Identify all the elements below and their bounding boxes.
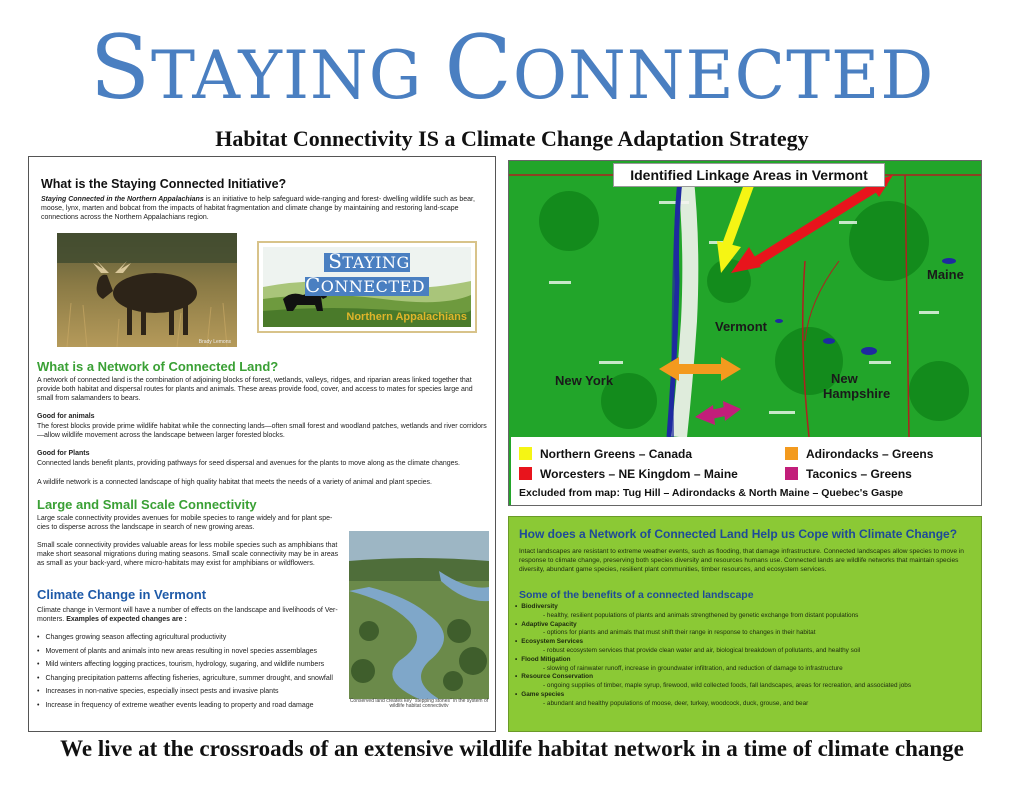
map-label-new-york: New York xyxy=(555,373,614,388)
title-initial-c: C xyxy=(444,16,513,119)
river-aerial-image xyxy=(349,531,489,699)
climate-intro-text: Climate change in Vermont will have a number of effects on the landscape and livelihoods of Ver-monters. xyxy=(37,607,338,623)
moose-image xyxy=(57,233,237,347)
climate-intro xyxy=(37,606,341,624)
network-heading: What is a Network of Connected Land? xyxy=(37,359,279,374)
cope-text: Intact landscapes are resistant to extreme weather events, such as flooding, that damage infrastructure. Connected landscapes allow species to move in response to climate change, preserving both species diversity and resources humans use. Connected lands are wildlife networks that maintain species diversity, abundant game species, resilient plant communities, timber resources, and ecosystem services. xyxy=(519,548,964,573)
list-item xyxy=(515,691,975,709)
legend-label: Worcesters – NE Kingdom – Maine xyxy=(540,467,738,481)
benefit-desc: - slowing of rainwater runoff, increase in groundwater infiltration, and reduction of damage to infrastructure xyxy=(543,664,843,672)
map-label-new-hampshire xyxy=(823,371,891,401)
good-for-plants-text: Connected lands benefit plants, providing pathways for seed dispersal and avenues for the plants to move along as the climate changes. xyxy=(37,460,460,467)
large-scale-text: Large scale connectivity provides avenues for mobile species to range widely and for plant spe-cies to disperse across the landscape in search of new growing areas. xyxy=(37,515,333,531)
list-item xyxy=(515,656,975,674)
small-scale-text: Small scale connectivity provides valuable areas for less mobile species such as amphibians that make short seasonal migrations during mating seasons. Small scale connectivity may be in areas as small as your back-yard, where micro-habitats may exist for amphibians or wildflowers. xyxy=(37,542,339,567)
wildlife-network-text: A wildlife network is a connected landscape of high quality habitat that meets the needs of a variety of animal and plant species. xyxy=(37,479,432,486)
map-label-new-hampshire-line2: Hampshire xyxy=(823,386,891,401)
river-caption-line2: wildlife habitat connectivity xyxy=(389,703,449,707)
network-paragraph: A network of connected land is the combination of adjoining blocks of forest, wetlands, valleys, ridges, and riparian areas linked together that provide both habitat and dispersal routes for plants and animals. These areas provide food, cover, and access to mates for species large and small from salamanders to bears. xyxy=(37,377,473,402)
linkage-map-panel xyxy=(508,160,982,506)
benefit-name: • Flood Mitigation xyxy=(515,656,975,665)
moose-photo xyxy=(57,233,237,347)
list-item: • Increase in frequency of extreme weather events leading to property and road damage xyxy=(37,699,337,713)
logo-word-staying: TAYING xyxy=(342,253,410,272)
climate-heading: Climate Change in Vermont xyxy=(37,587,207,602)
title-word-connected: ONNECTED xyxy=(512,37,935,114)
legend-swatch-magenta xyxy=(785,467,798,480)
staying-connected-logo xyxy=(257,241,477,333)
logo-initial-s: S xyxy=(328,249,343,273)
footer-tagline: We live at the crossroads of an extensive wildlife habitat network in a time of climate change xyxy=(60,736,964,761)
list-item xyxy=(515,603,975,621)
list-item: • Changing precipitation patterns affecting fisheries, agriculture, summer drought, and snowfall xyxy=(37,672,337,686)
good-for-animals-text: The forest blocks provide prime wildlife habitat while the connecting lands—often small forest and woodland patches, wetlands and river corridors—allow wildlife movement across the landscape between larger forested blocks. xyxy=(37,423,487,439)
initiative-heading: What is the Staying Connected Initiative? xyxy=(41,177,287,191)
river-photo xyxy=(349,531,489,707)
subtitle: Habitat Connectivity IS a Climate Change Adaptation Strategy xyxy=(215,126,809,151)
legend-item-adirondacks xyxy=(785,447,933,461)
river-caption-line1: Conserved land creates key "stepping stones" in the system of xyxy=(349,698,489,704)
legend-excluded-note: Excluded from map: Tug Hill – Adirondacks & North Maine – Quebec's Gaspe xyxy=(519,487,904,499)
legend-label: Northern Greens – Canada xyxy=(540,447,693,461)
scale-heading: Large and Small Scale Connectivity xyxy=(37,497,257,512)
list-item xyxy=(515,673,975,691)
logo-title xyxy=(263,249,471,297)
initiative-intro-text: is an initiative to help safeguard wide-ranging and forest- dwelling wildlife such as bear, moose, lynx, marten and bobcat from the impacts of habitat fragmentation and climate change by maintaining and restoring land-scape connections across the Northern Appalachians region. xyxy=(41,196,475,221)
map-title: Identified Linkage Areas in Vermont xyxy=(613,163,885,187)
logo-word-connected: ONNECTED xyxy=(320,277,426,296)
benefit-name: • Biodiversity xyxy=(515,603,975,612)
legend-swatch-orange xyxy=(785,447,798,460)
logo-initial-c: C xyxy=(304,273,321,297)
river-photo-caption xyxy=(349,699,489,707)
map-label-maine: Maine xyxy=(927,267,964,282)
legend-swatch-red xyxy=(519,467,532,480)
benefits-heading: Some of the benefits of a connected landscape xyxy=(519,589,754,601)
benefit-name: • Adaptive Capacity xyxy=(515,621,975,630)
list-item xyxy=(515,621,975,639)
benefit-desc: - abundant and healthy populations of moose, deer, turkey, woodcock, duck, grouse, and bear xyxy=(543,699,809,707)
legend-swatch-yellow xyxy=(519,447,532,460)
good-for-animals-label: Good for animals xyxy=(37,413,95,420)
benefit-desc: - ongoing supplies of timber, maple syrup, firewood, wild collected foods, fall landscapes, areas for recreation, and associated jobs xyxy=(543,682,912,690)
map-label-new-hampshire-line1: New xyxy=(831,371,858,386)
initiative-intro xyxy=(41,195,487,222)
benefit-name: • Resource Conservation xyxy=(515,673,975,682)
legend-item-worcesters xyxy=(519,467,738,481)
title-initial-s: S xyxy=(89,16,152,119)
benefit-name: • Ecosystem Services xyxy=(515,638,975,647)
benefits-list xyxy=(515,603,975,709)
main-title xyxy=(0,16,1024,119)
map-legend xyxy=(511,437,981,505)
legend-item-taconics xyxy=(785,467,912,481)
climate-change-list xyxy=(37,631,337,712)
list-item: • Increases in non-native species, especially insect pests and invasive plants xyxy=(37,685,337,699)
legend-label: Adirondacks – Greens xyxy=(806,447,934,461)
benefit-desc: - healthy, resilient populations of plants and animals strengthened by genetic exchange from distant populations xyxy=(543,611,859,619)
good-for-plants-label: Good for Plants xyxy=(37,450,90,457)
list-item: • Movement of plants and animals into new areas resulting in novel species assemblages xyxy=(37,645,337,659)
cope-panel xyxy=(508,516,982,732)
moose-photo-credit: Brady Lemons xyxy=(198,339,231,345)
list-item xyxy=(515,638,975,656)
legend-label: Taconics – Greens xyxy=(806,467,912,481)
list-item: • Changes growing season affecting agricultural productivity xyxy=(37,631,337,645)
benefit-desc: - robust ecosystem services that provide clean water and air, biological breakdown of pollutants, and healthy soil xyxy=(543,646,861,654)
left-info-panel xyxy=(28,156,496,732)
logo-subtitle: Northern Appalachians xyxy=(346,311,467,323)
benefit-desc: - options for plants and animals that must shift their range in response to changes in their habitat xyxy=(543,629,816,637)
list-item: • Mild winters affecting logging practices, tourism, hydrology, sugaring, and wildlife numbers xyxy=(37,658,337,672)
map-label-vermont: Vermont xyxy=(715,319,768,334)
title-word-staying: TAYING xyxy=(151,37,423,114)
climate-intro-bold: Examples of expected changes are : xyxy=(66,616,187,623)
cope-heading: How does a Network of Connected Land Help us Cope with Climate Change? xyxy=(519,527,958,541)
legend-item-northern-greens xyxy=(519,447,692,461)
initiative-intro-bold: Staying Connected in the Northern Appalachians xyxy=(41,196,204,203)
benefit-name: • Game species xyxy=(515,691,975,700)
